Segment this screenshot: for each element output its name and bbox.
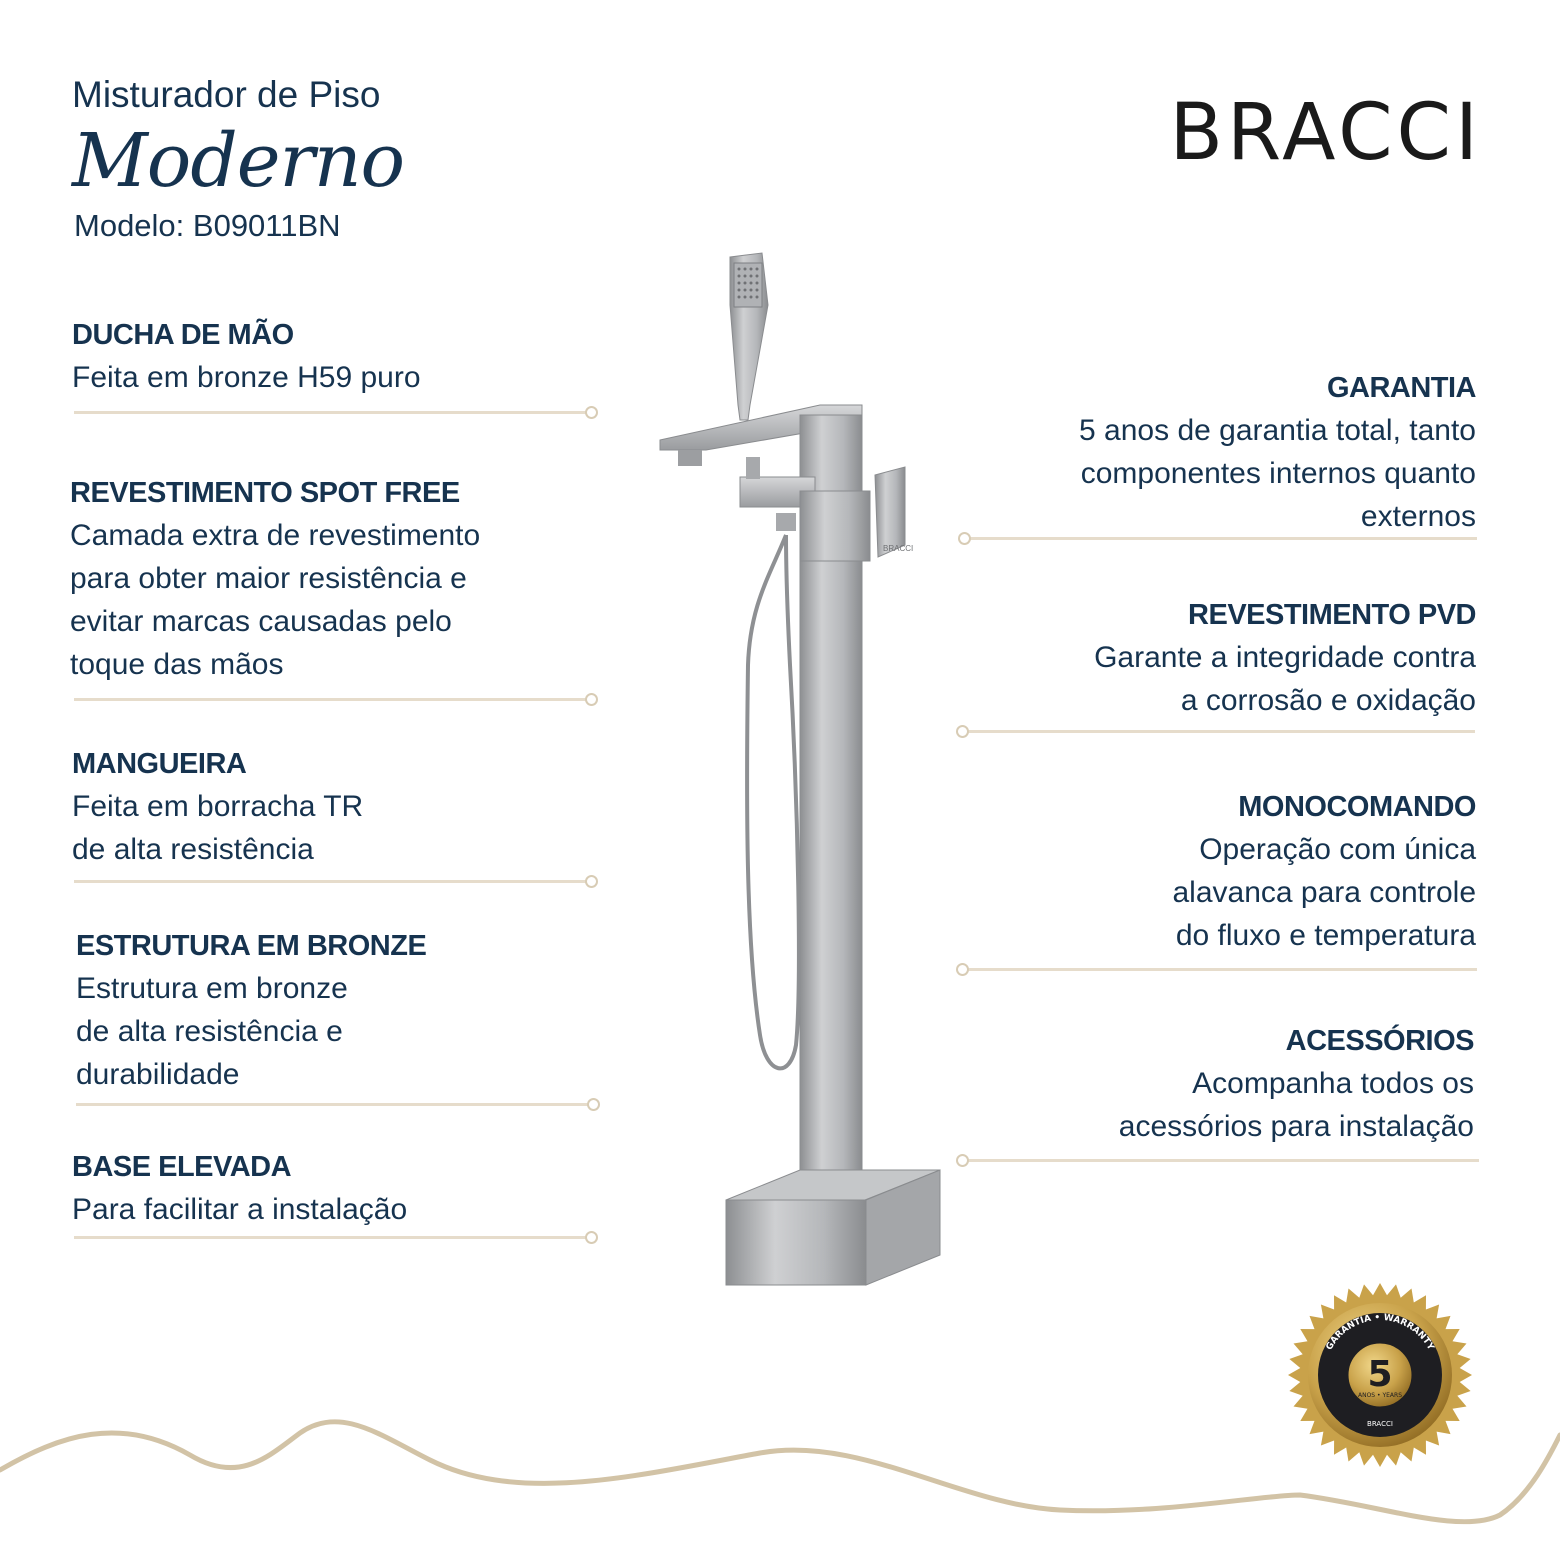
feature-description: Feita em borracha TR de alta resistência — [72, 790, 364, 866]
feature-title: BASE ELEVADA — [72, 1151, 292, 1183]
feature-description: Camada extra de revestimento para obter maior resistência e evitar marcas causadas pelo toque das mãos — [70, 519, 481, 681]
feature-description: Para facilitar a instalação — [72, 1193, 408, 1226]
divider-dot-icon — [585, 406, 598, 419]
brand-logo: BRACCI — [1169, 88, 1482, 178]
product-subtitle: Misturador de Piso — [72, 74, 381, 115]
seal-number: 5 — [1367, 1354, 1393, 1395]
divider — [970, 537, 1477, 540]
feature-base-elevada — [72, 1146, 612, 1231]
feature-title: ESTRUTURA EM BRONZE — [76, 930, 427, 962]
divider — [74, 880, 586, 883]
feature-description: Operação com única alavanca para controle do fluxo e temperatura — [1172, 833, 1476, 952]
feature-monocomando — [936, 786, 1476, 957]
product-title: Moderno — [72, 118, 405, 204]
divider — [74, 698, 586, 701]
floor-faucet-illustration — [650, 245, 950, 1295]
feature-title: MONOCOMANDO — [1238, 791, 1476, 823]
feature-description: Feita em bronze H59 puro — [72, 361, 421, 394]
divider-dot-icon — [585, 693, 598, 706]
divider-dot-icon — [956, 963, 969, 976]
divider-dot-icon — [587, 1098, 600, 1111]
divider-dot-icon — [585, 875, 598, 888]
feature-garantia — [936, 367, 1476, 538]
product-model: Modelo: B09011BN — [74, 208, 341, 243]
hand-shower-icon — [730, 253, 768, 420]
divider — [968, 968, 1477, 971]
feature-description: 5 anos de garantia total, tanto componentes internos quanto externos — [1079, 414, 1476, 533]
feature-title: ACESSÓRIOS — [1285, 1025, 1474, 1057]
divider — [968, 730, 1475, 733]
divider-dot-icon — [956, 1154, 969, 1167]
divider — [968, 1159, 1479, 1162]
feature-title: DUCHA DE MÃO — [72, 319, 294, 351]
feature-revestimento-pvd — [936, 594, 1476, 722]
feature-title: REVESTIMENTO SPOT FREE — [70, 477, 460, 509]
feature-mangueira — [72, 743, 612, 871]
seal-arc-text: GARANTIA • WARRANTY — [1324, 1312, 1436, 1353]
feature-title: GARANTIA — [1326, 372, 1476, 404]
faucet-brand-label: BRACCI — [883, 544, 914, 553]
warranty-seal-badge — [1285, 1280, 1475, 1470]
divider-dot-icon — [956, 725, 969, 738]
feature-description: Garante a integridade contra a corrosão e oxidação — [1094, 641, 1476, 717]
feature-ducha-de-mao — [72, 314, 612, 399]
feature-revestimento-spot-free — [70, 472, 610, 686]
divider — [74, 1236, 586, 1239]
feature-estrutura-em-bronze — [76, 925, 616, 1096]
feature-description: Acompanha todos os acessórios para instalação — [1118, 1067, 1474, 1143]
divider — [76, 1103, 588, 1106]
feature-acessorios — [934, 1020, 1474, 1148]
seal-brand: BRACCI — [1367, 1420, 1393, 1428]
divider-dot-icon — [585, 1231, 598, 1244]
seal-years-label: ANOS • YEARS — [1357, 1392, 1403, 1399]
divider — [74, 411, 586, 414]
feature-title: REVESTIMENTO PVD — [1188, 599, 1476, 631]
feature-description: Estrutura em bronze de alta resistência e durabilidade — [76, 972, 348, 1091]
divider-dot-icon — [958, 532, 971, 545]
feature-title: MANGUEIRA — [72, 748, 247, 780]
